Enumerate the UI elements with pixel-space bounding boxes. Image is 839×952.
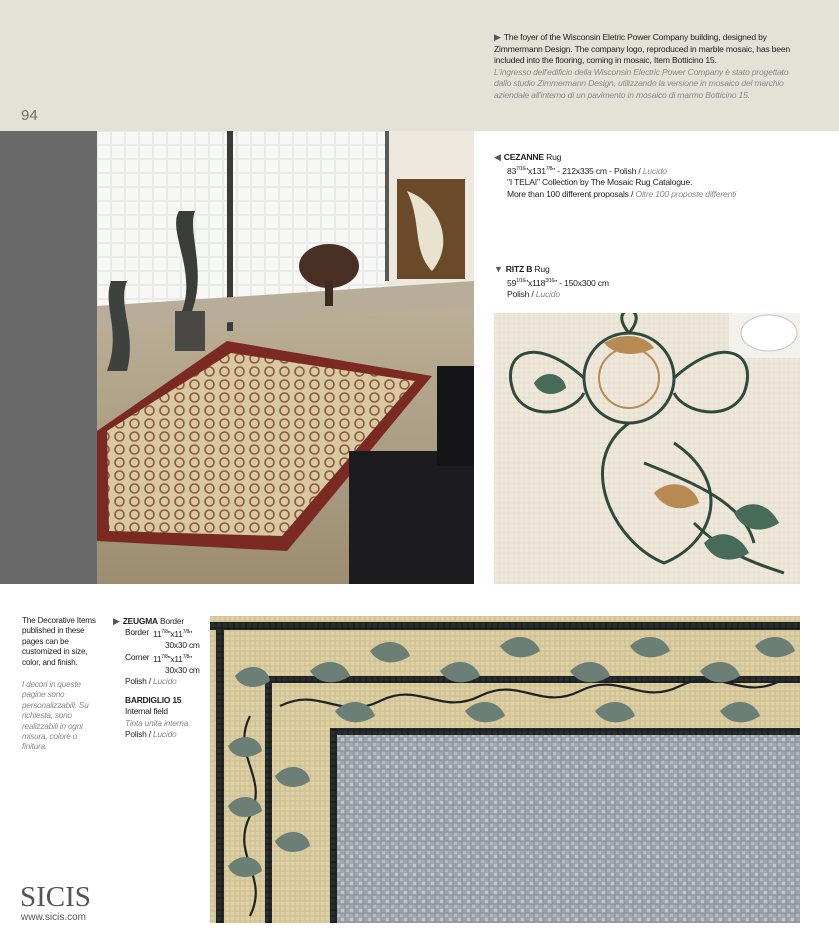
zeugma-name: ZEUGMA: [122, 616, 158, 626]
zeugma-border-in-b: 11: [174, 629, 183, 640]
cezanne-caption: ◀ CEZANNE Rug $83^{7/16}"x131^{7/8}$" - 212x335 cm - Polish / Lucido "I TELAI" Collection by The Mosaic Rug Catalogue. More than 100 different proposals / Oltre 100 proposte differenti: [494, 152, 804, 200]
cezanne-finish: Polish: [613, 165, 637, 176]
zeugma-corner-in-frac: 7/8: [161, 653, 168, 660]
cezanne-size-a: 83: [507, 165, 517, 176]
bardiglio-name: BARDIGLIO 15: [125, 695, 182, 706]
zeugma-border-cm: 30x30 cm: [165, 640, 200, 651]
zeugma-corner-in: 11: [153, 653, 162, 664]
cezanne-proposals-it: Oltre 100 proposte differenti: [635, 188, 737, 199]
foyer-caption-it: L'ingresso dell'edificio della Wisconsin Electric Power Company è stato progettato dallo studio Zimmermann Design, utilizzando la versione in mosaico del marchio aziendale all'interno di un pavimento in mosaico di marmo Botticino 15.: [494, 66, 789, 100]
page-number: 94: [21, 107, 38, 124]
ritz-size-a: 59: [507, 277, 517, 288]
zeugma-photo: [210, 616, 800, 923]
arrow-down-icon: ▼: [494, 264, 503, 274]
bardiglio-field: Internal field: [125, 706, 168, 717]
arrow-right-icon: ▶: [494, 32, 501, 42]
cezanne-name: CEZANNE: [503, 152, 544, 162]
cezanne-size-b: 131: [532, 165, 546, 176]
ritz-finish: Polish: [507, 289, 530, 299]
cezanne-size-b-frac: 7/8: [545, 165, 553, 172]
ritz-size-a-frac: 1/16: [516, 277, 526, 284]
ritz-size-b: 118: [532, 277, 546, 288]
zeugma-border-in-frac: 7/8: [161, 629, 168, 636]
sidebar-bar: [0, 131, 97, 584]
bardiglio-finish-it: Lucido: [153, 728, 177, 739]
bardiglio-field-it: Tinta unita interna: [125, 717, 189, 728]
zeugma-type: Border: [159, 616, 184, 626]
zeugma-corner-label: Corner: [125, 651, 150, 662]
zeugma-finish-it: Lucido: [153, 676, 177, 687]
arrow-right-icon: ▶: [113, 616, 120, 626]
zeugma-border-in-b-frac: 7/8: [182, 629, 190, 636]
cezanne-type: Rug: [546, 152, 562, 162]
ritz-type: Rug: [534, 264, 550, 274]
sicis-website[interactable]: www.sicis.com: [21, 912, 87, 923]
cezanne-size-cm: 212x335 cm: [562, 165, 607, 176]
foyer-caption-en: The foyer of the Wisconsin Eletric Power Company building, designed by Zimmermann Design. The company logo, reproduced in marble mosaic, has been included into the flooring, coming in mosaic, Item Botticino 15.: [494, 32, 791, 65]
ritz-finish-it: Lucido: [535, 289, 560, 299]
zeugma-border-in: 11: [153, 629, 162, 640]
decorative-note: [22, 616, 100, 753]
foyer-photo: [97, 131, 474, 584]
zeugma-corner-in-b-frac: 7/8: [182, 653, 190, 660]
sicis-logo: SICIS: [20, 881, 91, 913]
cezanne-collection: "I TELAI" Collection by The Mosaic Rug Catalogue.: [507, 177, 693, 187]
ritz-name: RITZ B: [505, 264, 533, 274]
ritz-size-cm: 150x300 cm: [564, 277, 609, 288]
zeugma-border-label: Border: [125, 627, 149, 638]
ritz-photo: [494, 313, 800, 584]
bardiglio-finish: Polish: [125, 728, 147, 739]
cezanne-finish-it: Lucido: [642, 165, 667, 176]
arrow-left-icon: ◀: [494, 152, 501, 162]
zeugma-corner-in-b: 11: [174, 653, 183, 664]
decorative-note-it: I decori in queste pagine sono personalizzabili. Su richiesta, sono realizzabili in ogni misura, colore o finitura.: [22, 680, 89, 752]
zeugma-finish: Polish: [125, 676, 147, 687]
ritz-caption: ▼ RITZ B Rug $59^{1/16}"x118^{3/16}$" - 150x300 cm Polish / Lucido: [494, 264, 609, 299]
cezanne-proposals: More than 100 different proposals: [507, 188, 629, 199]
decorative-note-en: The Decorative Items published in these pages can be customized in size, color, and finish.: [22, 616, 96, 667]
cezanne-size-a-frac: 7/16: [516, 165, 526, 172]
ritz-size-b-frac: 3/16: [545, 277, 555, 284]
foyer-caption: [494, 32, 804, 101]
zeugma-corner-cm: 30x30 cm: [165, 664, 200, 675]
zeugma-caption: ▶ ZEUGMA Border Border $11^{7/8}"x11^{7/8}$" 30x30 cm Corner $11^{7/8}"x11^{7/8}$" 30x30 cm Polish / Lucido BARDIGLIO 15 Internal field Tinta unita interna Polish / Lucido: [113, 616, 208, 740]
